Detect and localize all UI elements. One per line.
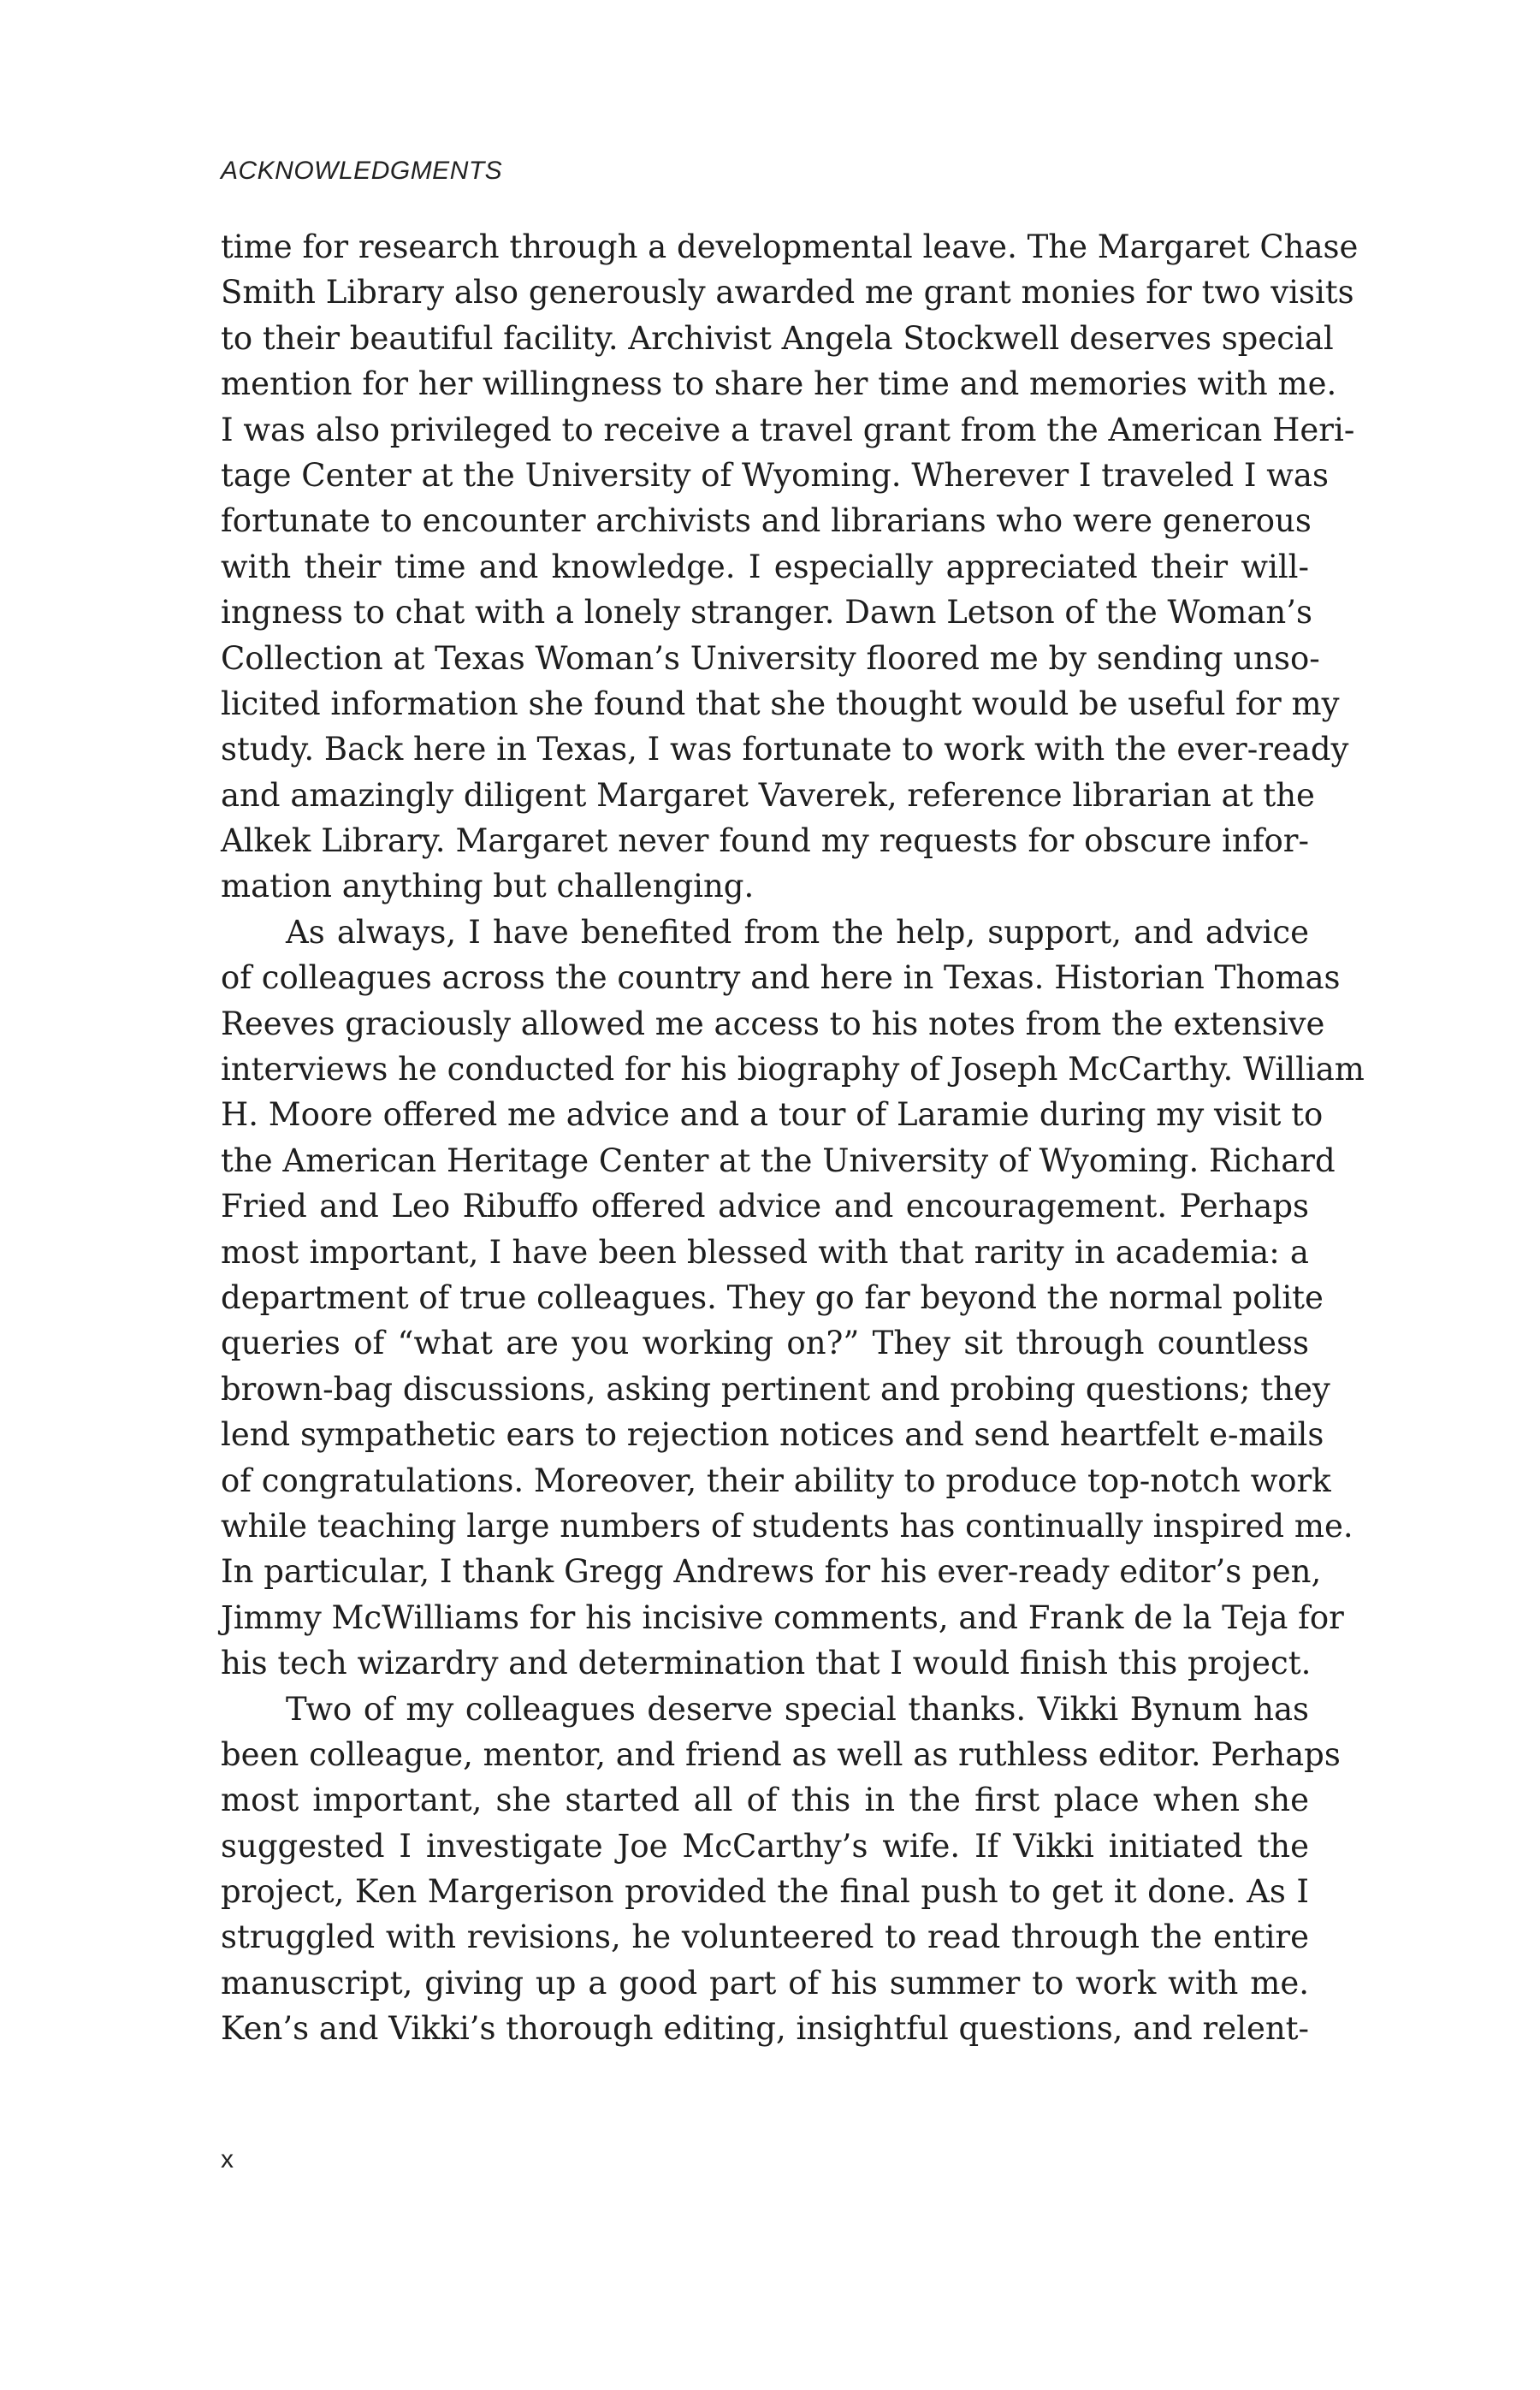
text-line: H. Moore offered me advice and a tour of Laramie during my visit to bbox=[221, 1096, 1324, 1134]
page-number: x bbox=[221, 2145, 234, 2174]
text-line: department of true colleagues. They go far beyond the normal polite bbox=[221, 1278, 1324, 1316]
text-line: of congratulations. Moreover, their ability to produce top-notch work bbox=[221, 1462, 1331, 1499]
text-line: Fried and Leo Ribuffo offered advice and encouragement. Perhaps bbox=[221, 1188, 1309, 1225]
text-line: manuscript, giving up a good part of his summer to work with me. bbox=[221, 1964, 1309, 2002]
text-line: Smith Library also generously awarded me grant monies for two visits bbox=[221, 274, 1354, 311]
text-line: lend sympathetic ears to rejection notices and send heartfelt e-mails bbox=[221, 1416, 1324, 1454]
paragraph-first-line: As always, I have benefited from the help, support, and advice bbox=[286, 913, 1309, 951]
text-line: fortunate to encounter archivists and librarians who were generous bbox=[221, 502, 1312, 540]
text-line: with their time and knowledge. I especially appreciated their will- bbox=[221, 548, 1309, 585]
text-line: of colleagues across the country and here in Texas. Historian Thomas bbox=[221, 959, 1341, 997]
text-line: most important, she started all of this in the first place when she bbox=[221, 1782, 1309, 1819]
text-line: queries of “what are you working on?” They sit through countless bbox=[221, 1325, 1309, 1362]
text-line: project, Ken Margerison provided the final push to get it done. As I bbox=[221, 1873, 1309, 1911]
text-line: interviews he conducted for his biography of Joseph McCarthy. William bbox=[221, 1051, 1365, 1088]
text-line: study. Back here in Texas, I was fortunate to work with the ever-ready bbox=[221, 731, 1349, 768]
text-line: Reeves graciously allowed me access to his notes from the extensive bbox=[221, 1005, 1325, 1042]
text-line: most important, I have been blessed with that rarity in academia: a bbox=[221, 1233, 1309, 1271]
text-line: Collection at Texas Woman’s University floored me by sending unso- bbox=[221, 639, 1320, 677]
text-line: the American Heritage Center at the University of Wyoming. Richard bbox=[221, 1142, 1336, 1179]
text-line: Ken’s and Vikki’s thorough editing, insightful questions, and relent- bbox=[221, 2010, 1310, 2048]
paragraph-first-line: Two of my colleagues deserve special thanks. Vikki Bynum has bbox=[286, 1690, 1309, 1728]
text-line: brown-bag discussions, asking pertinent and probing questions; they bbox=[221, 1370, 1330, 1408]
text-line: suggested I investigate Joe McCarthy’s wife. If Vikki initiated the bbox=[221, 1827, 1309, 1865]
text-line: struggled with revisions, he volunteered to read through the entire bbox=[221, 1919, 1309, 1956]
text-line: his tech wizardry and determination that I would finish this project. bbox=[221, 1645, 1312, 1682]
text-line: to their beautiful facility. Archivist Angela Stockwell deserves special bbox=[221, 319, 1334, 357]
text-line: ingness to chat with a lonely stranger. Dawn Letson of the Woman’s bbox=[221, 594, 1313, 632]
body-text bbox=[221, 224, 1365, 2052]
running-head: ACKNOWLEDGMENTS bbox=[221, 157, 503, 185]
text-line: mention for her willingness to share her time and memories with me. bbox=[221, 365, 1337, 403]
text-line: In particular, I thank Gregg Andrews for his ever-ready editor’s pen, bbox=[221, 1553, 1322, 1591]
text-line: licited information she found that she thought would be useful for my bbox=[221, 685, 1340, 722]
text-line: and amazingly diligent Margaret Vaverek, reference librarian at the bbox=[221, 776, 1315, 814]
text-line: been colleague, mentor, and friend as well as ruthless editor. Perhaps bbox=[221, 1735, 1341, 1773]
text-line: time for research through a developmental leave. The Margaret Chase bbox=[221, 228, 1359, 265]
text-line: Jimmy McWilliams for his incisive comments, and Frank de la Teja for bbox=[221, 1598, 1344, 1636]
text-line: mation anything but challenging. bbox=[221, 868, 755, 905]
text-line: I was also privileged to receive a travel grant from the American Heri- bbox=[221, 411, 1355, 448]
text-line: Alkek Library. Margaret never found my requests for obscure infor- bbox=[221, 822, 1309, 860]
text-line: while teaching large numbers of students has continually inspired me. bbox=[221, 1507, 1353, 1545]
text-line: tage Center at the University of Wyoming. Wherever I traveled I was bbox=[221, 456, 1329, 494]
